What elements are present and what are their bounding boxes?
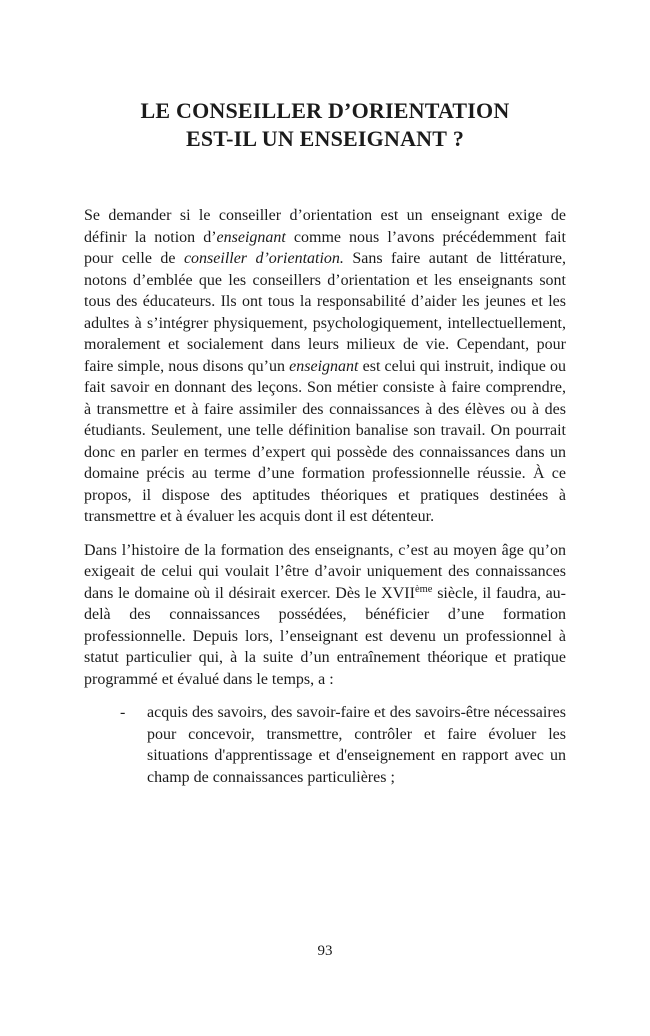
italic-text-segment: conseiller d’orientation. xyxy=(183,250,344,267)
text-segment: siècle, il faudra, au-delà des connaissances possédées, bénéficier d’une formation professionnelle. Depuis lors, l’enseignant est devenu un professionnel à statut particulier qui, à la suite d’un entraînement théorique et pratique programmé et évalué dans le temps, a : xyxy=(84,584,566,688)
paragraph-2 xyxy=(84,540,566,691)
paragraph-1 xyxy=(84,205,566,528)
text-segment: Se demander si le conseiller d’orientation est un enseignant exige de définir la notion d’ xyxy=(84,207,566,246)
italic-text-segment: enseignant xyxy=(216,228,286,246)
list-item xyxy=(120,702,566,788)
superscript-text-segment: ème xyxy=(414,583,433,595)
text-segment: est celui qui instruit, indique ou fait savoir en donnant des leçons. Son métier consiste à faire comprendre, à transmettre et à faire assimiler des connaissances à des élèves ou à des étudiants. Seulement, une telle définition banalise son travail. On pourrait donc en parler en termes d’expert qui possède des connaissances dans un domaine précis au terme d’une formation professionnelle réussie. À ce propos, il dispose des aptitudes théoriques et pratiques destinées à transmettre et à évaluer les acquis dont il est détenteur. xyxy=(84,357,567,525)
title-line-1: LE CONSEILLER D’ORIENTATION xyxy=(140,98,510,123)
text-segment: Sans faire autant de littérature, notons d’emblée que les conseillers d’orientation et les enseignants sont tous des éducateurs. Ils ont tous la responsabilité d’aider les jeunes et les adultes à s’intégrer physiquement, psychologiquement, intellectuellement, moralement et socialement dans leurs milieux de vie. Cependant, pour faire simple, nous disons qu’un xyxy=(84,250,566,375)
page-title xyxy=(84,97,566,153)
page-number: 93 xyxy=(317,943,333,959)
title-line-2: EST-IL UN ENSEIGNANT ? xyxy=(185,126,465,151)
text-segment: Dans l’histoire de la formation des enseignants, c’est au moyen âge qu’on exigeait de celui qui voulait l’être d’avoir uniquement des connaissances dans le domaine où il désirait exercer. Dès le XVII xyxy=(84,541,566,602)
text-segment: comme nous l’avons précédemment fait pour celle de xyxy=(84,228,566,267)
list-item-marker: - xyxy=(120,704,126,721)
italic-text-segment: enseignant xyxy=(289,357,359,375)
list-item-text: acquis des savoirs, des savoir-faire et des savoirs-être nécessaires pour concevoir, transmettre, contrôler et faire évoluer les situations d'apprentissage et d'enseignement en rapport avec un champ de connaissances particulières ; xyxy=(147,704,566,786)
